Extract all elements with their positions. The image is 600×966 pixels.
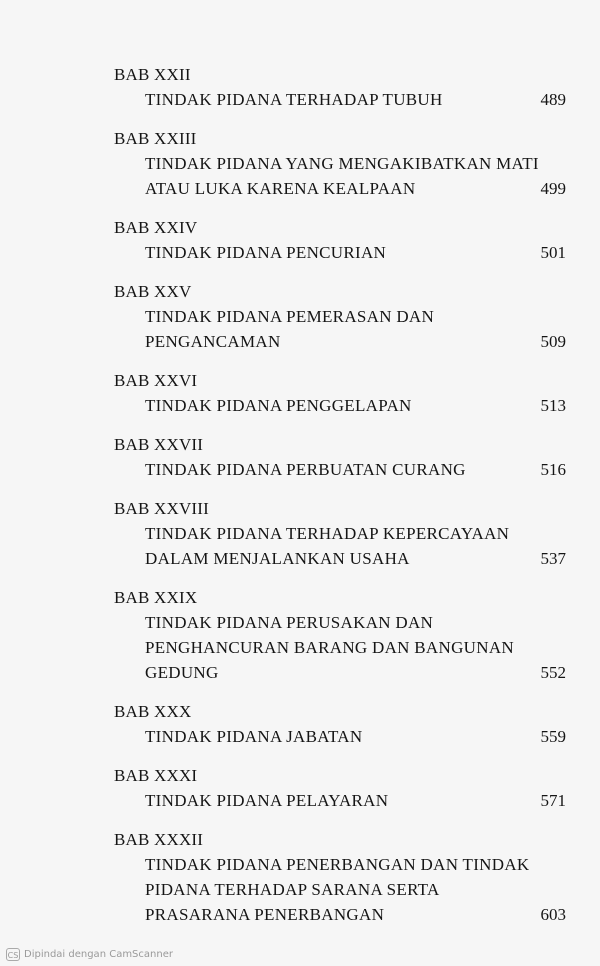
camscanner-icon: CS	[6, 948, 20, 961]
page-number: 516	[540, 460, 566, 479]
toc-entry	[114, 699, 566, 749]
chapter-title-row	[114, 610, 566, 685]
page-number: 499	[540, 179, 566, 198]
page-number: 559	[540, 727, 566, 746]
toc-entry	[114, 215, 566, 265]
chapter-title-row	[114, 240, 566, 265]
chapter-title-row	[114, 393, 566, 418]
page-number: 603	[540, 905, 566, 924]
chapter-label: BAB XXVI	[114, 371, 198, 390]
chapter-title-row	[114, 87, 566, 112]
toc-entry	[114, 279, 566, 354]
toc-entry	[114, 62, 566, 112]
chapter-title-row	[114, 521, 566, 571]
chapter-title-line: TINDAK PIDANA PELAYARAN	[145, 791, 389, 810]
page-number: 537	[540, 549, 566, 568]
page-number: 571	[540, 791, 566, 810]
chapter-title-line: TINDAK PIDANA PEMERASAN DAN	[145, 307, 435, 326]
chapter-label: BAB XXVIII	[114, 499, 210, 518]
page-number: 489	[540, 90, 566, 109]
chapter-label: BAB XXIV	[114, 218, 198, 237]
chapter-title-line: TINDAK PIDANA TERHADAP KEPERCAYAAN	[145, 524, 510, 543]
chapter-label: BAB XXII	[114, 65, 191, 84]
chapter-title-line: PENGANCAMAN	[145, 332, 281, 351]
page-number: 552	[540, 663, 566, 682]
scanner-watermark	[6, 946, 173, 962]
page-number: 509	[540, 332, 566, 351]
chapter-title-line: TINDAK PIDANA JABATAN	[145, 727, 363, 746]
chapter-title-line: TINDAK PIDANA PERUSAKAN DAN	[145, 613, 434, 632]
chapter-title-line: TINDAK PIDANA PENERBANGAN DAN TINDAK	[145, 855, 530, 874]
chapter-title-row	[114, 151, 566, 201]
chapter-title-line: TINDAK PIDANA YANG MENGAKIBATKAN MATI	[145, 154, 539, 173]
chapter-label: BAB XXIX	[114, 588, 198, 607]
chapter-label: BAB XXX	[114, 702, 192, 721]
chapter-title-line: PIDANA TERHADAP SARANA SERTA	[145, 880, 440, 899]
table-of-contents	[114, 62, 566, 941]
chapter-label: BAB XXIII	[114, 129, 197, 148]
chapter-title-row	[114, 852, 566, 927]
chapter-title-line: GEDUNG	[145, 663, 219, 682]
chapter-title-line: PRASARANA PENERBANGAN	[145, 905, 385, 924]
toc-entry	[114, 496, 566, 571]
toc-entry	[114, 368, 566, 418]
toc-entry	[114, 126, 566, 201]
chapter-title-line: ATAU LUKA KARENA KEALPAAN	[145, 179, 416, 198]
chapter-title-line: TINDAK PIDANA PENGGELAPAN	[145, 396, 412, 415]
watermark-text: Dipindai dengan CamScanner	[24, 948, 173, 960]
page-number: 501	[540, 243, 566, 262]
chapter-label: BAB XXXI	[114, 766, 198, 785]
chapter-title-row	[114, 304, 566, 354]
chapter-title-line: TINDAK PIDANA PERBUATAN CURANG	[145, 460, 466, 479]
chapter-title-row	[114, 457, 566, 482]
chapter-title-line: TINDAK PIDANA PENCURIAN	[145, 243, 387, 262]
chapter-label: BAB XXVII	[114, 435, 204, 454]
page-number: 513	[540, 396, 566, 415]
chapter-title-line: DALAM MENJALANKAN USAHA	[145, 549, 410, 568]
chapter-title-line: TINDAK PIDANA TERHADAP TUBUH	[145, 90, 443, 109]
toc-entry	[114, 585, 566, 685]
chapter-label: BAB XXXII	[114, 830, 204, 849]
chapter-label: BAB XXV	[114, 282, 192, 301]
chapter-title-row	[114, 724, 566, 749]
chapter-title-row	[114, 788, 566, 813]
toc-entry	[114, 763, 566, 813]
toc-entry	[114, 432, 566, 482]
chapter-title-line: PENGHANCURAN BARANG DAN BANGUNAN	[145, 638, 514, 657]
toc-entry	[114, 827, 566, 927]
